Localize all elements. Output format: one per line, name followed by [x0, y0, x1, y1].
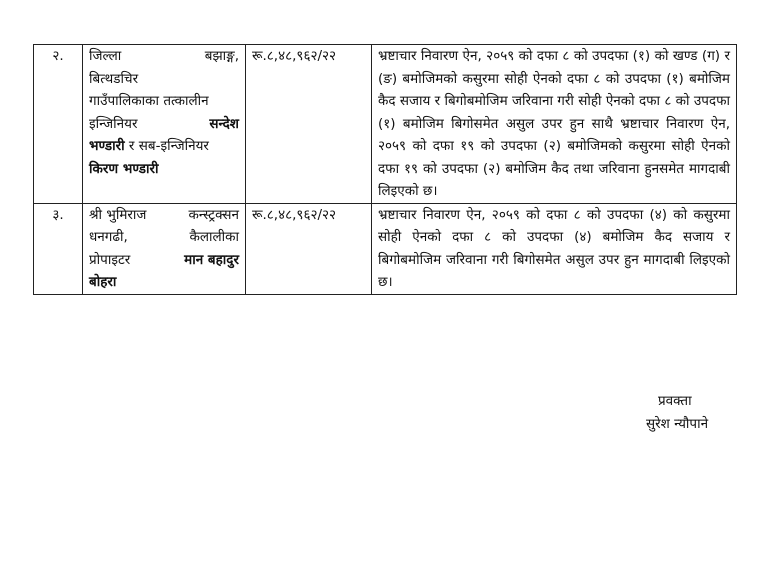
row-number: ३.: [34, 203, 83, 294]
accused-text: बझाङ्ग,: [204, 48, 239, 64]
accused-text: कैलालीका: [189, 229, 239, 245]
table-row: [34, 45, 737, 204]
spokesperson-title: प्रवक्ता: [658, 393, 692, 409]
charge-cell: भ्रष्टाचार निवारण ऐन, २०५९ को दफा ८ को उपदफा (४) को कसुरमा सोही ऐनको दफा ८ को उपदफा (४) बमोजिम कैद सजाय र बिगोबमोजिम जरिवाना गरी बिगोसमेत असुल उपर हुन मागदाबी लिइएको छ।: [372, 203, 737, 294]
accused-text: बित्थडचिर: [89, 70, 139, 87]
accused-name: बोहरा: [89, 274, 117, 290]
amount-cell: रू.८,४८,९६२/२२: [246, 203, 372, 294]
accused-text: प्रोपाइटर: [89, 251, 131, 268]
accused-text: धनगढी,: [89, 229, 128, 245]
accused-text: श्री भुमिराज: [89, 206, 147, 223]
case-table: [33, 44, 737, 295]
table-row: [34, 203, 737, 294]
accused-text: र सब-इन्जिनियर: [124, 138, 209, 154]
amount-cell: रू.८,४८,९६२/२२: [246, 45, 372, 204]
accused-text: गाउँपालिकाका तत्कालीन: [89, 93, 209, 109]
spokesperson-name: सुरेश न्यौपाने: [646, 416, 709, 432]
accused-name: किरण भण्डारी: [89, 160, 159, 177]
accused-name: मान बहादुर: [184, 251, 239, 268]
accused-text: कन्स्ट्रक्सन: [188, 206, 239, 223]
signature-block: [600, 390, 750, 436]
accused-cell: [83, 45, 246, 204]
accused-text: जिल्ला: [89, 48, 122, 64]
accused-name: सन्देश: [209, 115, 239, 132]
accused-cell: [83, 203, 246, 294]
accused-text: इन्जिनियर: [89, 115, 138, 132]
row-number: २.: [34, 45, 83, 204]
accused-name: भण्डारी: [89, 138, 125, 154]
charge-cell: भ्रष्टाचार निवारण ऐन, २०५९ को दफा ८ को उपदफा (१) को खण्ड (ग) र (ङ) बमोजिमको कसुरमा सोही ऐनको दफा ८ को उपदफा (१) बमोजिम कैद सजाय र बिगोबमोजिम जरिवाना गरी सोही ऐनको दफा ८ को उपदफा (१) बमोजिम बिगोसमेत असुल उपर हुन साथै भ्रष्टाचार निवारण ऐन, २०५९ को दफा १९ को उपदफा (२) बमोजिमको कसुरमा सोही ऐनको दफा १९ को उपदफा (२) बमोजिम कैद तथा जरिवाना हुनसमेत मागदाबी लिइएको छ।: [372, 45, 737, 204]
